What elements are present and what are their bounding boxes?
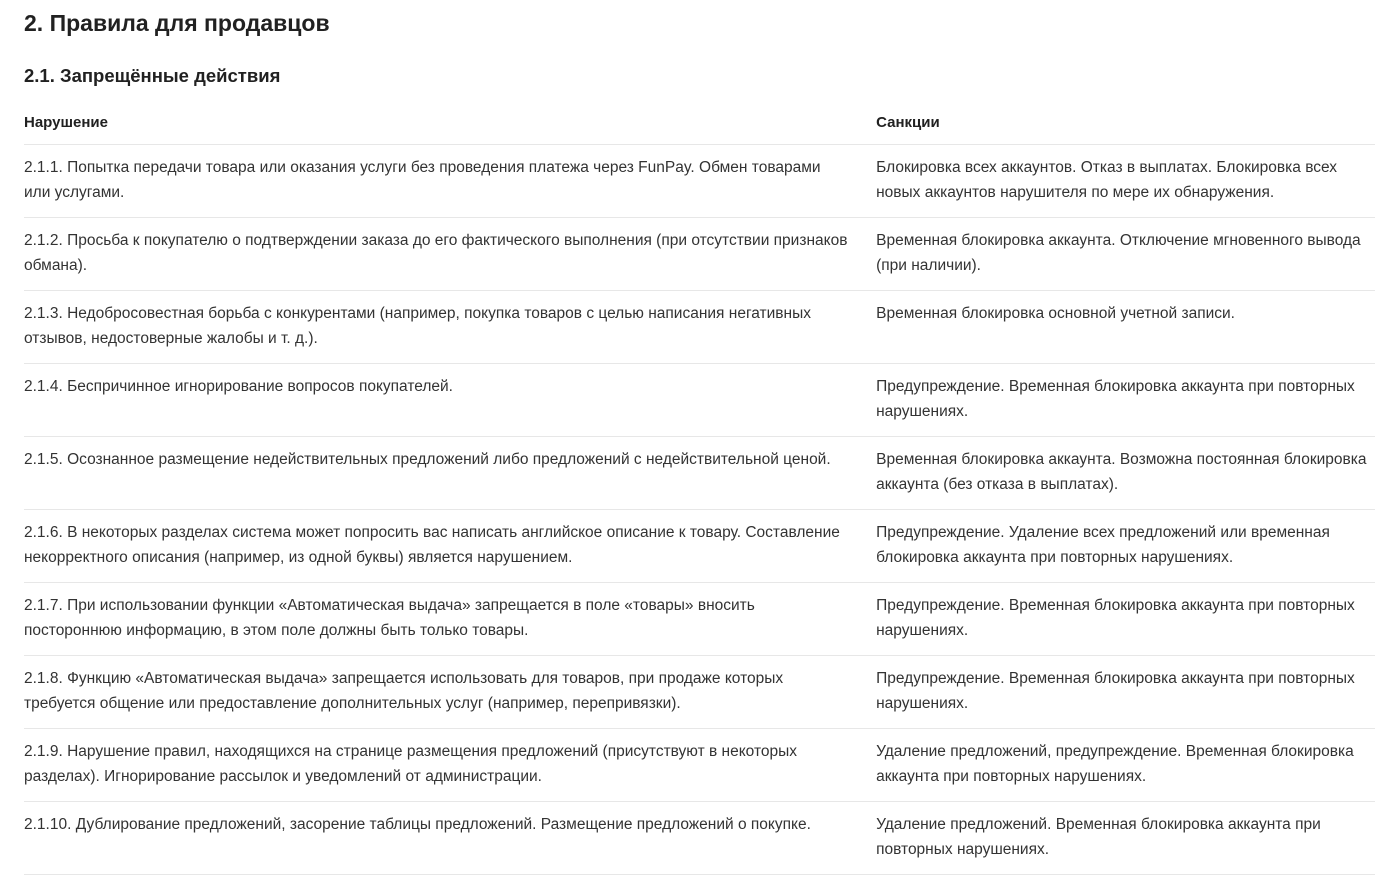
- table-row: [24, 290, 1375, 363]
- violation-cell: 2.1.4. Беспричинное игнорирование вопросов покупателей.: [24, 363, 876, 436]
- violation-cell: 2.1.2. Просьба к покупателю о подтверждении заказа до его фактического выполнения (при отсутствии признаков обмана).: [24, 217, 876, 290]
- table-row: [24, 728, 1375, 801]
- column-header-sanction: Санкции: [876, 108, 1375, 145]
- sanction-cell: Удаление предложений. Временная блокировка аккаунта при повторных нарушениях.: [876, 801, 1375, 874]
- violation-cell: 2.1.10. Дублирование предложений, засорение таблицы предложений. Размещение предложений о покупке.: [24, 801, 876, 874]
- sanction-cell: Предупреждение. Временная блокировка аккаунта при повторных нарушениях.: [876, 655, 1375, 728]
- violations-table: [24, 108, 1375, 875]
- table-row: [24, 801, 1375, 874]
- sanction-cell: Временная блокировка аккаунта. Отключение мгновенного вывода (при наличии).: [876, 217, 1375, 290]
- table-row: [24, 655, 1375, 728]
- sanction-cell: Блокировка всех аккаунтов. Отказ в выплатах. Блокировка всех новых аккаунтов нарушителя по мере их обнаружения.: [876, 144, 1375, 217]
- violation-cell: 2.1.6. В некоторых разделах система может попросить вас написать английское описание к товару. Составление некорректного описания (например, из одной буквы) является нарушением.: [24, 509, 876, 582]
- violation-cell: 2.1.5. Осознанное размещение недействительных предложений либо предложений с недействительной ценой.: [24, 436, 876, 509]
- sanction-cell: Предупреждение. Удаление всех предложений или временная блокировка аккаунта при повторных нарушениях.: [876, 509, 1375, 582]
- table-body: [24, 144, 1375, 874]
- violation-cell: 2.1.1. Попытка передачи товара или оказания услуги без проведения платежа через FunPay. Обмен товарами или услугами.: [24, 144, 876, 217]
- violation-cell: 2.1.8. Функцию «Автоматическая выдача» запрещается использовать для товаров, при продаже которых требуется общение или предоставление дополнительных услуг (например, перепривязки).: [24, 655, 876, 728]
- violation-cell: 2.1.9. Нарушение правил, находящихся на странице размещения предложений (присутствуют в некоторых разделах). Игнорирование рассылок и уведомлений от администрации.: [24, 728, 876, 801]
- violation-cell: 2.1.3. Недобросовестная борьба с конкурентами (например, покупка товаров с целью написания негативных отзывов, недостоверные жалобы и т. д.).: [24, 290, 876, 363]
- sanction-cell: Удаление предложений, предупреждение. Временная блокировка аккаунта при повторных нарушениях.: [876, 728, 1375, 801]
- table-row: [24, 217, 1375, 290]
- table-row: [24, 582, 1375, 655]
- sanction-cell: Предупреждение. Временная блокировка аккаунта при повторных нарушениях.: [876, 363, 1375, 436]
- sanction-cell: Временная блокировка основной учетной записи.: [876, 290, 1375, 363]
- table-row: [24, 436, 1375, 509]
- table-row: [24, 144, 1375, 217]
- violation-cell: 2.1.7. При использовании функции «Автоматическая выдача» запрещается в поле «товары» вносить постороннюю информацию, в этом поле должны быть только товары.: [24, 582, 876, 655]
- sanction-cell: Предупреждение. Временная блокировка аккаунта при повторных нарушениях.: [876, 582, 1375, 655]
- column-header-violation: Нарушение: [24, 108, 876, 145]
- table-row: [24, 509, 1375, 582]
- sanction-cell: Временная блокировка аккаунта. Возможна постоянная блокировка аккаунта (без отказа в выплатах).: [876, 436, 1375, 509]
- section-title: 2.1. Запрещённые действия: [24, 64, 281, 86]
- table-row: [24, 363, 1375, 436]
- table-header-row: [24, 108, 1375, 145]
- page-title: 2. Правила для продавцов: [24, 10, 330, 36]
